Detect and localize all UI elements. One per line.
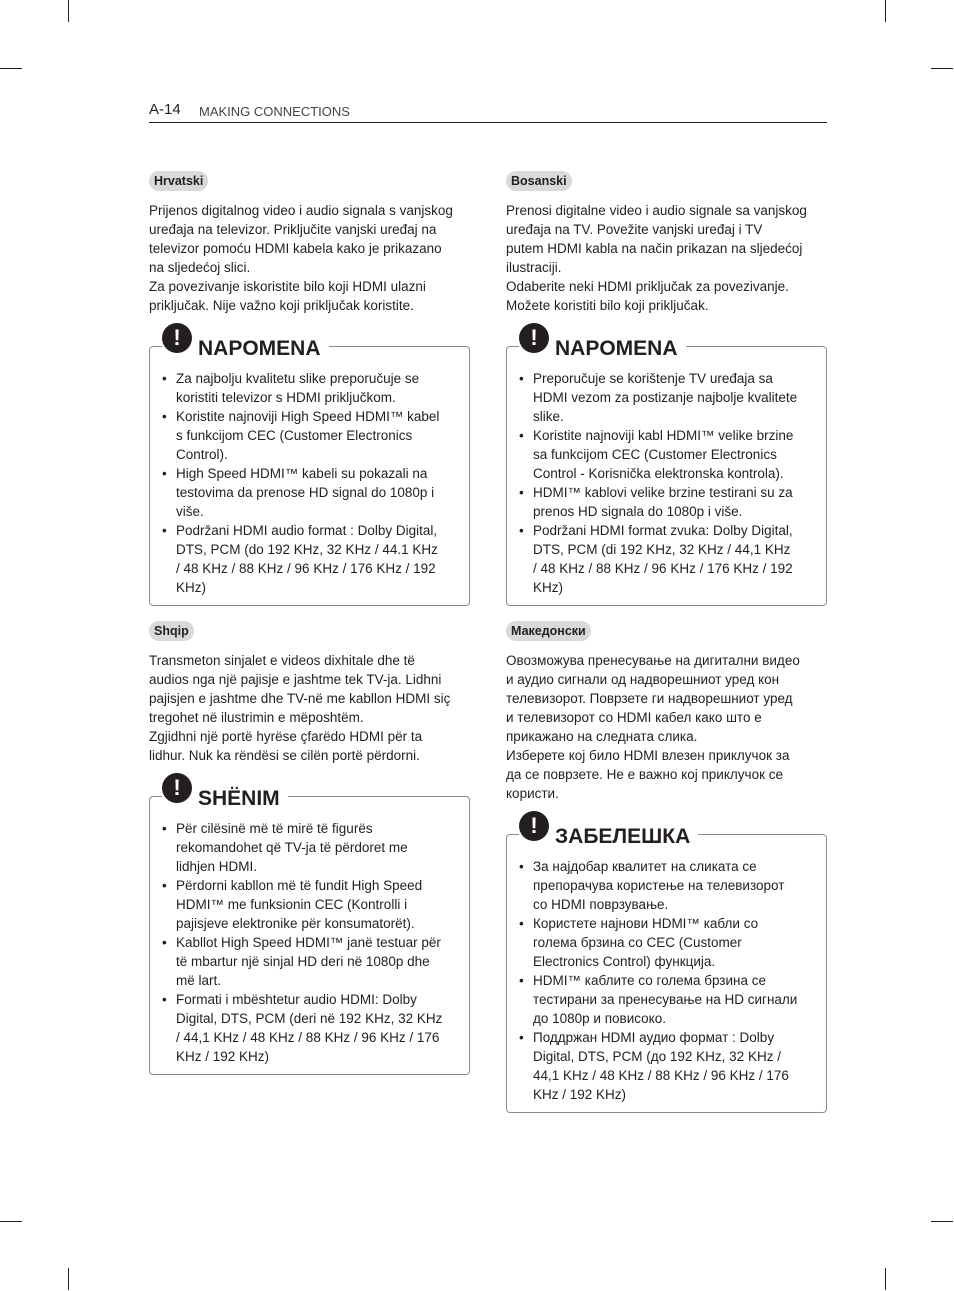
text-line: тестирани за пренесување на HD сигнали [533, 992, 798, 1007]
text-line: телевизорот. Поврзете ги надворешниот уред [506, 691, 793, 706]
exclamation-icon: ! [162, 323, 192, 353]
crop-mark [0, 1221, 22, 1222]
note-box-shqip [149, 775, 470, 1075]
bullet-list [150, 347, 469, 605]
text-line: prenos HD signala do 1080p i više. [533, 504, 743, 519]
note-box-hrvatski [149, 325, 470, 606]
text-line: Control). [176, 447, 228, 462]
page-number: A-14 [149, 101, 181, 118]
list-item [162, 819, 459, 876]
list-item [162, 990, 459, 1066]
text-line: uređaja na televizor. Priključite vanjski uređaj na [149, 222, 437, 237]
language-badge-shqip: Shqip [149, 621, 194, 641]
list-item [519, 914, 816, 971]
text-line: na sljedećoj slici. [149, 260, 251, 275]
text-line: Digital, DTS, PCM (deri në 192 KHz, 32 KHz [176, 1011, 443, 1026]
crop-mark [68, 1268, 69, 1290]
text-line: / 44,1 KHz / 48 KHz / 88 KHz / 96 KHz / 176 [176, 1030, 440, 1045]
text-line: më lart. [176, 973, 222, 988]
text-line: lidhjen HDMI. [176, 859, 258, 874]
bullet-list [507, 835, 826, 1112]
text-line: да се поврзете. Не е важно кој приклучок се [506, 767, 783, 782]
text-line: • Formati i mbështetur audio HDMI: Dolby [176, 992, 417, 1007]
note-box-makedonski [506, 813, 827, 1113]
bullet-list [507, 347, 826, 605]
note-title: NAPOMENA [198, 337, 321, 360]
note-header [162, 775, 288, 811]
text-line: • Kabllot High Speed HDMI™ janë testuar për [176, 935, 441, 950]
exclamation-icon: ! [519, 323, 549, 353]
note-header [519, 325, 686, 361]
crop-mark [931, 1221, 953, 1222]
text-line: • Користете најнови HDMI™ кабли со [533, 916, 759, 931]
list-item [519, 1028, 816, 1104]
list-item [519, 369, 816, 426]
text-line: ilustraciji. [506, 260, 562, 275]
crop-mark [885, 1268, 886, 1290]
text-line: и аудио сигнали од надворешниот уред кон [506, 672, 780, 687]
text-line: 44,1 KHz / 48 KHz / 88 KHz / 96 KHz / 176 [533, 1068, 789, 1083]
text-line: KHz) [176, 580, 206, 595]
paragraph-shqip [149, 651, 474, 765]
text-line: pajisjeve elektronike për konsumatorët). [176, 916, 415, 931]
list-item [519, 483, 816, 521]
text-line: • HDMI™ kablovi velike brzine testirani su za [533, 485, 793, 500]
list-item [162, 521, 459, 597]
text-line: koristiti televizor s HDMI priključkom. [176, 390, 396, 405]
text-line: • High Speed HDMI™ kabeli su pokazali na [176, 466, 428, 481]
text-line: • Podržani HDMI format zvuka: Dolby Digital, [533, 523, 793, 538]
text-line: Control - Korisnička elektronska kontrola). [533, 466, 784, 481]
text-line: Prijenos digitalnog video i audio signala s vanjskog [149, 203, 453, 218]
text-line: priključak. Nije važno koji priključak koristite. [149, 298, 414, 313]
text-line: • За најдобар квалитет на сликата се [533, 859, 757, 874]
exclamation-icon: ! [162, 773, 192, 803]
text-line: до 1080p и повисоко. [533, 1011, 666, 1026]
text-line: Овозможува пренесување на дигитални видео [506, 653, 800, 668]
language-badge-hrvatski: Hrvatski [149, 171, 208, 191]
text-line: • Za najbolju kvalitetu slike preporučuje se [176, 371, 420, 386]
text-line: lidhur. Nuk ka rëndësi se cilën portë përdorni. [149, 748, 420, 763]
text-line: • Koristite najnoviji kabl HDMI™ velike brzine [533, 428, 794, 443]
language-badge-makedonski: Македонски [506, 621, 591, 641]
text-line: Zgjidhni një portë hyrëse çfarëdo HDMI për ta [149, 729, 423, 744]
page-header [149, 98, 827, 123]
text-line: прикажано на следната слика. [506, 729, 698, 744]
text-line: uređaja na TV. Povežite vanjski uređaj i TV [506, 222, 763, 237]
note-title: ЗАБЕЛЕШКА [555, 825, 691, 848]
text-line: • Preporučuje se korištenje TV uređaja sa [533, 371, 773, 386]
bullet-list [150, 797, 469, 1074]
text-line: • Поддржан HDMI аудио формат : Dolby [533, 1030, 775, 1045]
note-header [162, 325, 329, 361]
list-item [519, 857, 816, 914]
text-line: televizor pomoću HDMI kabela kako je prikazano [149, 241, 442, 256]
text-line: DTS, PCM (di 192 KHz, 32 KHz / 44,1 KHz [533, 542, 791, 557]
crop-mark [931, 68, 953, 69]
crop-mark [0, 68, 22, 69]
text-line: и телевизорот со HDMI кабел како што е [506, 710, 762, 725]
text-line: Odaberite neki HDMI priključak za povezivanje. [506, 279, 789, 294]
text-line: Digital, DTS, PCM (до 192 KHz, 32 KHz / [533, 1049, 781, 1064]
text-line: pajisjen e jashtme dhe TV-në me kabllon HDMI siç [149, 691, 451, 706]
text-line: testovima da prenose HD signal do 1080p i [176, 485, 435, 500]
text-line: Prenosi digitalne video i audio signale sa vanjskog [506, 203, 807, 218]
text-line: Изберете кој било HDMI влезен приклучок за [506, 748, 790, 763]
text-line: / 48 KHz / 88 KHz / 96 KHz / 176 KHz / 192 [533, 561, 793, 576]
section-title: MAKING CONNECTIONS [199, 104, 350, 119]
exclamation-icon: ! [519, 811, 549, 841]
text-line: s funkcijom CEC (Customer Electronics [176, 428, 413, 443]
text-line: rekomandohet që TV-ja të përdoret me [176, 840, 408, 855]
text-line: • HDMI™ каблите со голема брзина се [533, 973, 767, 988]
crop-mark [68, 0, 69, 22]
text-line: sa funkcijom CEC (Customer Electronics [533, 447, 777, 462]
text-line: više. [176, 504, 204, 519]
list-item [519, 426, 816, 483]
list-item [162, 407, 459, 464]
text-line: putem HDMI kabla na način prikazan na sljedećoj [506, 241, 803, 256]
text-line: HDMI vezom za postizanje najbolje kvalitete [533, 390, 798, 405]
text-line: / 48 KHz / 88 KHz / 96 KHz / 176 KHz / 192 [176, 561, 436, 576]
text-line: të mbartur një sinjal HD deri në 1080p dhe [176, 954, 430, 969]
text-line: голема брзина со CEC (Customer [533, 935, 742, 950]
list-item [519, 521, 816, 597]
list-item [519, 971, 816, 1028]
paragraph-bosanski [506, 201, 831, 315]
text-line: HDMI™ me funksionin CEC (Kontrolli i [176, 897, 408, 912]
text-line: Electronics Control) функција. [533, 954, 716, 969]
note-header [519, 813, 698, 849]
crop-mark [885, 0, 886, 22]
text-line: DTS, PCM (do 192 KHz, 32 KHz / 44.1 KHz [176, 542, 438, 557]
text-line: tregohet në ilustrimin e mëposhtëm. [149, 710, 364, 725]
text-line: Transmeton sinjalet e videos dixhitale dhe të [149, 653, 415, 668]
list-item [162, 933, 459, 990]
paragraph-makedonski [506, 651, 831, 803]
text-line: KHz / 192 KHz) [176, 1049, 270, 1064]
text-line: препорачува користење на телевизорот [533, 878, 785, 893]
text-line: користи. [506, 786, 559, 801]
text-line: со HDMI поврзување. [533, 897, 669, 912]
text-line: Možete koristiti bilo koji priključak. [506, 298, 709, 313]
note-title: NAPOMENA [555, 337, 678, 360]
text-line: • Podržani HDMI audio format : Dolby Digital, [176, 523, 438, 538]
text-line: Za povezivanje iskoristite bilo koji HDMI ulazni [149, 279, 426, 294]
note-box-bosanski [506, 325, 827, 606]
paragraph-hrvatski [149, 201, 474, 315]
language-badge-bosanski: Bosanski [506, 171, 572, 191]
text-line: KHz) [533, 580, 563, 595]
text-line: • Përdorni kabllon më të fundit High Speed [176, 878, 423, 893]
text-line: • Koristite najnoviji High Speed HDMI™ kabel [176, 409, 440, 424]
note-title: SHËNIM [198, 787, 280, 810]
list-item [162, 464, 459, 521]
list-item [162, 876, 459, 933]
list-item [162, 369, 459, 407]
text-line: audios nga një pajisje e jashtme tek TV-ja. Lidhni [149, 672, 442, 687]
text-line: KHz / 192 KHz) [533, 1087, 627, 1102]
text-line: slike. [533, 409, 564, 424]
text-line: • Për cilësinë më të mirë të figurës [176, 821, 373, 836]
